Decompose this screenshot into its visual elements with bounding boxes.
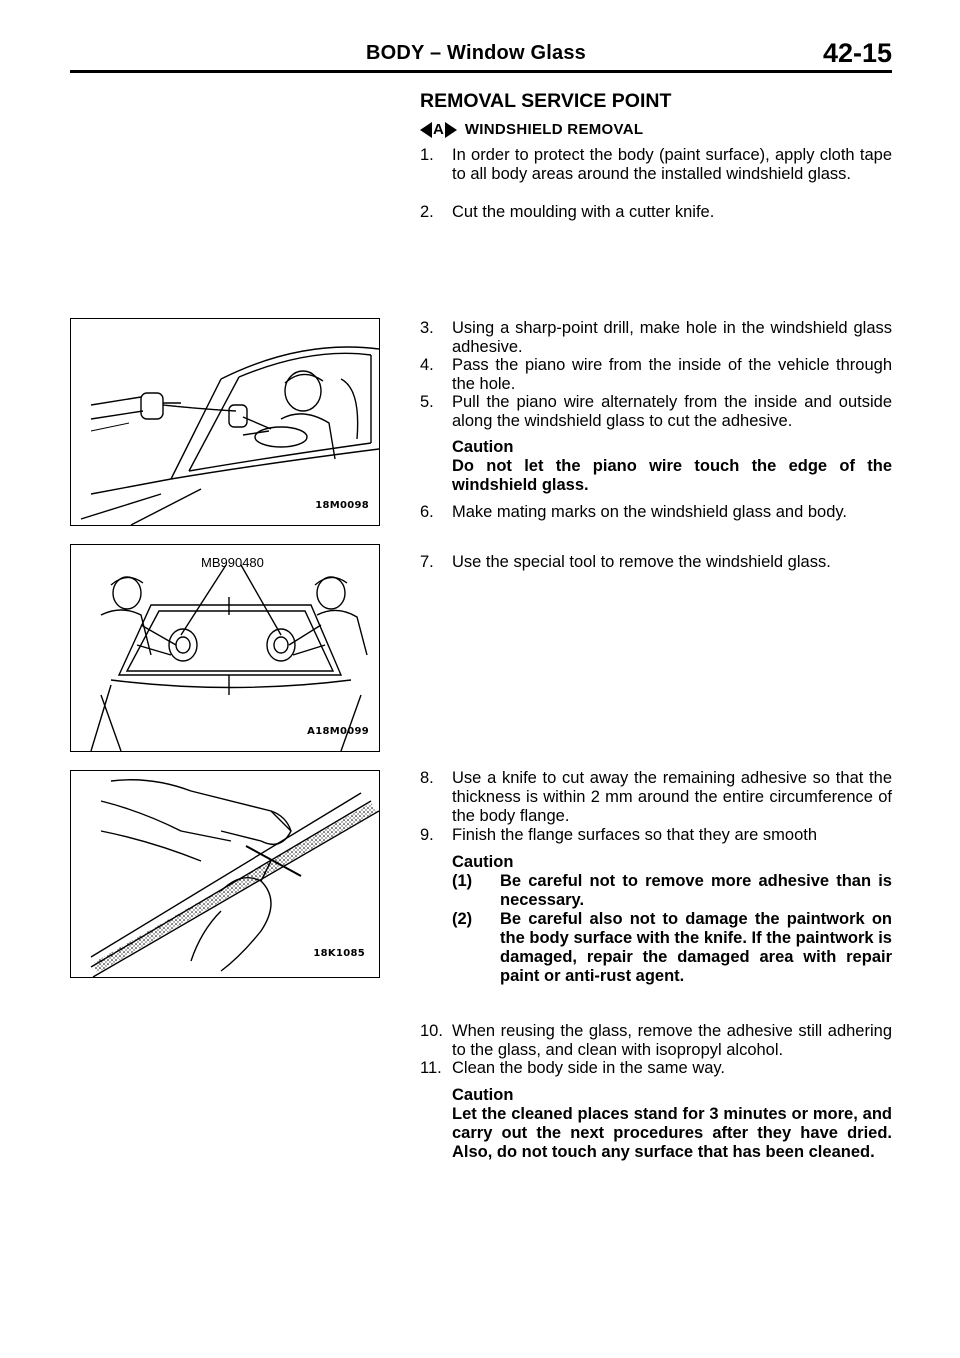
caution-text: Let the cleaned places stand for 3 minutes or more, and carry out the next procedures after they have dried. Also, do not touch any surface that has been cleaned. — [452, 1105, 892, 1161]
step-6 — [420, 503, 892, 522]
page-header — [70, 38, 892, 72]
step-text: Pull the piano wire alternately from the inside and outside along the windshield glass to cut the adhesive. — [452, 393, 892, 430]
figure-adhesive-cutting — [70, 770, 380, 978]
left-triangle-icon — [420, 122, 432, 138]
caution-2 — [452, 853, 892, 986]
step-text: Finish the flange surfaces so that they are smooth — [452, 826, 818, 844]
caution-label: Caution — [452, 1086, 514, 1104]
step-number: 5. — [420, 393, 434, 411]
figure-windshield-wire — [70, 318, 380, 526]
subsection-title: WINDSHIELD REMOVAL — [464, 121, 644, 138]
figure-special-tool — [70, 544, 380, 752]
step-10 — [420, 1022, 892, 1060]
step-number: 9. — [420, 826, 434, 844]
step-text: Using a sharp-point drill, make hole in the windshield glass adhesive. — [452, 319, 892, 356]
figure-code: 18M0098 — [315, 500, 369, 511]
step-text: When reusing the glass, remove the adhesive still adhering to the glass, and clean with isopropyl alcohol. — [452, 1022, 892, 1059]
step-text: Use a knife to cut away the remaining adhesive so that the thickness is within 2 mm around the entire circumference of the body flange. — [452, 769, 892, 825]
step-text: In order to protect the body (paint surface), apply cloth tape to all body areas around the installed windshield glass. — [452, 146, 892, 183]
windshield-wire-illustration — [71, 319, 379, 525]
step-text: Pass the piano wire from the inside of the vehicle through the hole. — [452, 356, 892, 393]
caution-1 — [452, 438, 892, 495]
caution-item-2 — [452, 910, 892, 986]
step-4 — [420, 356, 892, 394]
step-number: 2. — [420, 203, 434, 221]
step-number: 11. — [420, 1059, 442, 1077]
caution-text: Do not let the piano wire touch the edge of the windshield glass. — [452, 457, 892, 494]
step-text: Make mating marks on the windshield glass and body. — [452, 503, 847, 521]
tool-label: MB990480 — [201, 555, 264, 570]
figure-code: A18M0099 — [307, 726, 369, 737]
caution-label: Caution — [452, 438, 514, 456]
step-7 — [420, 553, 892, 572]
step-8 — [420, 769, 892, 826]
caution-item-text: Be careful not to remove more adhesive than is necessary. — [500, 872, 892, 909]
figure-code: 18K1085 — [313, 948, 365, 959]
step-text: Use the special tool to remove the windshield glass. — [452, 553, 831, 571]
caution-item-1 — [452, 872, 892, 910]
adhesive-cutting-illustration — [71, 771, 379, 977]
subsection-heading — [420, 121, 643, 138]
step-11 — [420, 1059, 892, 1078]
subsection-marker: A — [433, 121, 444, 138]
step-9 — [420, 826, 892, 845]
right-triangle-icon — [445, 122, 457, 138]
step-number: 8. — [420, 769, 434, 787]
header-title: BODY – Window Glass — [366, 42, 586, 64]
page-number: 42-15 — [822, 38, 892, 68]
step-number: 6. — [420, 503, 434, 521]
step-number: 10. — [420, 1022, 443, 1040]
step-2 — [420, 203, 892, 222]
caution-item-number: (1) — [452, 872, 473, 890]
header-rule — [70, 70, 892, 73]
step-1 — [420, 146, 892, 184]
step-number: 7. — [420, 553, 434, 571]
step-number: 3. — [420, 319, 434, 337]
step-3 — [420, 319, 892, 357]
caution-item-text: Be careful also not to damage the paintwork on the body surface with the knife. If the paintwork is damaged, repair the damaged area with repair paint or anti-rust agent. — [500, 910, 892, 985]
step-text: Clean the body side in the same way. — [452, 1059, 726, 1077]
caution-label: Caution — [452, 853, 514, 871]
step-5 — [420, 393, 892, 431]
step-text: Cut the moulding with a cutter knife. — [452, 203, 715, 221]
step-number: 1. — [420, 146, 434, 164]
caution-3 — [452, 1086, 892, 1162]
caution-item-number: (2) — [452, 910, 473, 928]
section-title: REMOVAL SERVICE POINT — [420, 90, 672, 112]
special-tool-illustration — [71, 545, 379, 751]
step-number: 4. — [420, 356, 434, 374]
